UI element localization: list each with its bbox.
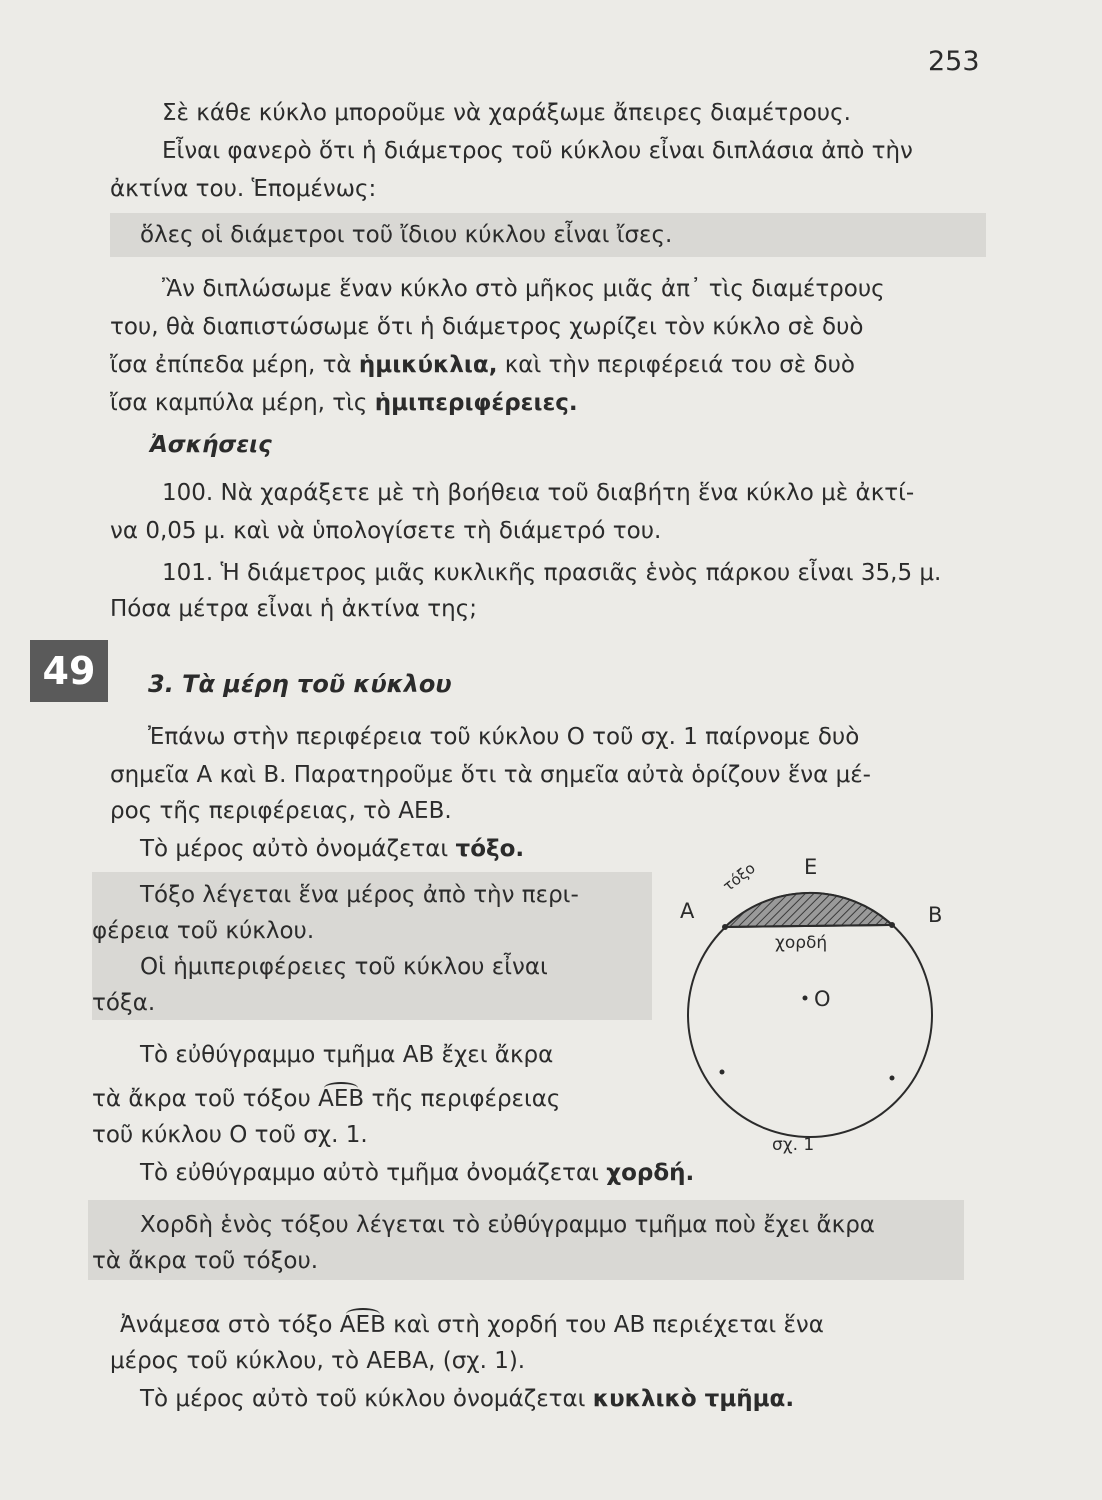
rule4-line1: Χορδὴ ἑνὸς τόξου λέγεται τὸ εὐθύγραμμο τμῆμα ποὺ ἔχει ἄκρα bbox=[140, 1212, 875, 1238]
para1-line2: Εἶναι φανερὸ ὅτι ἡ διάμετρος τοῦ κύκλου εἶναι διπλάσια ἀπὸ τὴν bbox=[162, 138, 913, 164]
para1-line3: ἀκτίνα του. Ἑπομένως: bbox=[110, 176, 377, 202]
para5-line1 bbox=[120, 1310, 824, 1340]
para5-line1-a: Ἀνάμεσα στὸ τόξο bbox=[120, 1312, 340, 1338]
rule2-line1: Τόξο λέγεται ἕνα μέρος ἀπὸ τὴν περι- bbox=[140, 882, 579, 908]
para4-line2-a: τὰ ἄκρα τοῦ τόξου bbox=[92, 1086, 319, 1112]
rule2-line2: φέρεια τοῦ κύκλου. bbox=[92, 918, 315, 944]
para4-line3: τοῦ κύκλου Ο τοῦ σχ. 1. bbox=[92, 1122, 368, 1148]
label-a: A bbox=[680, 899, 695, 923]
para3-line1: Ἐπάνω στὴν περιφέρεια τοῦ κύκλου Ο τοῦ σχ. 1 παίρνομε δυὸ bbox=[148, 724, 860, 750]
point-lower-left bbox=[720, 1070, 725, 1075]
point-a bbox=[722, 924, 728, 930]
term-chord: χορδή. bbox=[606, 1160, 695, 1186]
para3-line3: ρος τῆς περιφέρειας, τὸ ΑΕΒ. bbox=[110, 798, 452, 824]
para3-line2: σημεῖα Α καὶ Β. Παρατηροῦμε ὅτι τὰ σημεῖα αὐτὰ ὁρίζουν ἕνα μέ- bbox=[110, 762, 871, 788]
para2-line3-c: καὶ τὴν περιφέρειά του σὲ δυὸ bbox=[497, 352, 856, 378]
para2-line1: Ἂν διπλώσωμε ἕναν κύκλο στὸ μῆκος μιᾶς ἀπ᾽ τὶς διαμέτρους bbox=[162, 276, 885, 302]
figure-caption: σχ. 1 bbox=[772, 1135, 815, 1155]
arc-notation-aeb bbox=[318, 1086, 364, 1112]
para1-line1: Σὲ κάθε κύκλο μποροῦμε νὰ χαράξωμε ἄπειρες διαμέτρους. bbox=[162, 100, 851, 126]
para4-line4-a: Τὸ εὐθύγραμμο αὐτὸ τμῆμα ὀνομάζεται bbox=[140, 1160, 607, 1186]
term-arc: τόξο. bbox=[455, 836, 525, 862]
rule4-line2: τὰ ἄκρα τοῦ τόξου. bbox=[92, 1248, 319, 1274]
exercises-title: Ἀσκήσεις bbox=[150, 432, 272, 458]
exercise-101-line1: 101. Ἡ διάμετρος μιᾶς κυκλικῆς πρασιᾶς ἑνὸς πάρκου εἶναι 35,5 μ. bbox=[162, 560, 942, 586]
exercise-100-line2: να 0,05 μ. καὶ νὰ ὑπολογίσετε τὴ διάμετρό του. bbox=[110, 518, 662, 544]
term-semicircumferences: ἡμιπεριφέρειες. bbox=[374, 390, 578, 416]
rule3-line2: τόξα. bbox=[92, 990, 156, 1016]
para4-line1: Τὸ εὐθύγραμμο τμῆμα ΑΒ ἔχει ἄκρα bbox=[140, 1042, 554, 1068]
para5-line2: μέρος τοῦ κύκλου, τὸ ΑΕΒΑ, (σχ. 1). bbox=[110, 1348, 526, 1374]
rule1-text: ὅλες οἱ διάμετροι τοῦ ἴδιου κύκλου εἶναι ἴσες. bbox=[140, 222, 673, 248]
para5-line1-c: καὶ στὴ χορδή του ΑΒ περιέχεται ἕνα bbox=[385, 1312, 824, 1338]
arc-notation-aeb-2 bbox=[340, 1312, 386, 1338]
term-circular-segment: κυκλικὸ τμῆμα. bbox=[592, 1386, 795, 1412]
para3-line4-a: Τὸ μέρος αὐτὸ ὀνομάζεται bbox=[140, 836, 456, 862]
para2-line4-a: ἴσα καμπύλα μέρη, τὶς bbox=[110, 390, 375, 416]
para2-line4 bbox=[110, 388, 578, 418]
label-b: B bbox=[928, 903, 943, 927]
para2-line3 bbox=[110, 350, 855, 380]
arc-mark-icon bbox=[346, 1308, 380, 1320]
para4-line4 bbox=[140, 1158, 694, 1188]
exercise-100-line1: 100. Νὰ χαράξετε μὲ τὴ βοήθεια τοῦ διαβήτη ἕνα κύκλο μὲ ἀκτί- bbox=[162, 480, 915, 506]
section-title: 3. Τὰ μέρη τοῦ κύκλου bbox=[148, 670, 452, 698]
exercise-101-line2: Πόσα μέτρα εἶναι ἡ ἀκτίνα της; bbox=[110, 596, 477, 622]
label-o: O bbox=[814, 987, 831, 1011]
section-number-badge: 49 bbox=[30, 640, 108, 702]
para3-line4 bbox=[140, 834, 524, 864]
point-b bbox=[889, 922, 895, 928]
arc-notation-text: ΑΕΒ bbox=[339, 1312, 386, 1338]
page-number: 253 bbox=[928, 46, 980, 77]
para5-line3-a: Τὸ μέρος αὐτὸ τοῦ κύκλου ὀνομάζεται bbox=[140, 1386, 593, 1412]
para2-line3-a: ἴσα ἐπίπεδα μέρη, τὰ bbox=[110, 352, 359, 378]
point-lower-right bbox=[890, 1076, 895, 1081]
arc-notation-text: ΑΕΒ bbox=[318, 1086, 365, 1112]
term-hemicircles: ἡμικύκλια, bbox=[358, 352, 498, 378]
para2-line2: του, θὰ διαπιστώσωμε ὅτι ἡ διάμετρος χωρίζει τὸν κύκλο σὲ δυὸ bbox=[110, 314, 864, 340]
circular-segment-shaded bbox=[725, 893, 892, 927]
center-point-o bbox=[803, 996, 808, 1001]
figure-1-circle-diagram bbox=[670, 850, 970, 1170]
label-chord: χορδή bbox=[775, 933, 828, 953]
arc-mark-icon bbox=[324, 1082, 358, 1094]
para4-line2 bbox=[92, 1084, 560, 1114]
rule3-line1: Οἱ ἡμιπεριφέρειες τοῦ κύκλου εἶναι bbox=[140, 954, 548, 980]
label-arc: τόξο bbox=[719, 858, 759, 896]
para4-line2-c: τῆς περιφέρειας bbox=[364, 1086, 561, 1112]
label-e: E bbox=[804, 855, 818, 879]
para5-line3 bbox=[140, 1384, 794, 1414]
